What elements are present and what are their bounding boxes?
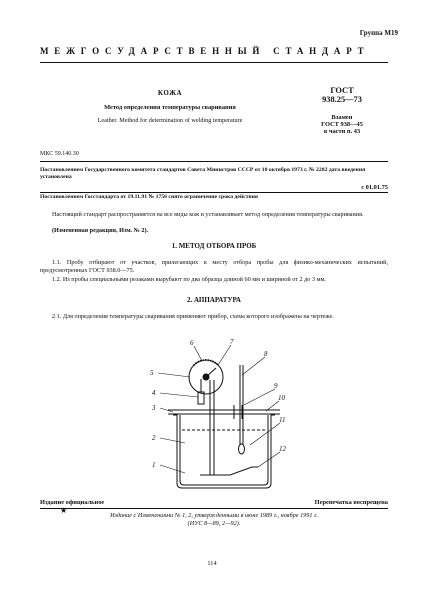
section-1-heading: 1. МЕТОД ОТБОРА ПРОБ — [171, 242, 257, 250]
official-edition: Издание официальное — [40, 499, 105, 506]
gost-label: ГОСТ — [330, 86, 354, 95]
label-1: 1 — [152, 461, 156, 469]
section-2-heading: 2. АППАРАТУРА — [187, 296, 241, 304]
decree-introduction: Постановлением Государственного комитета стандартов Совета Министров СССР от 10 октября 1973 г. № 2282 дата введения установлена — [40, 167, 366, 180]
label-4: 4 — [152, 389, 156, 397]
apparatus-diagram — [140, 335, 300, 490]
banner-rule — [40, 62, 388, 63]
label-3: 3 — [152, 404, 156, 412]
label-7: 7 — [230, 338, 234, 346]
label-10: 10 — [278, 394, 285, 402]
label-8: 8 — [264, 350, 268, 358]
footer-rule — [40, 508, 388, 509]
decree-limitation: Постановлением Госстандарта от 19.11.91 № 1756 снято ограничение срока действия — [40, 194, 258, 200]
section-2-paragraph-1: 2.1. Для определения температуры сваривания применяют прибор, схема которого изображена на чертеже. — [52, 313, 334, 320]
label-12: 12 — [279, 445, 286, 453]
decree-rule — [40, 192, 388, 193]
heater-coil — [200, 467, 258, 475]
label-6: 6 — [190, 339, 194, 347]
leader-lines — [158, 345, 280, 473]
section-1-paragraph-1: 1.1. Пробу отбирают от участков, прилегающих к месту отбора пробы для физико-механических испытаний, предусмотренных ГОСТ 938.0—75. — [40, 259, 388, 274]
replaced-standard: ГОСТ 938—45 — [321, 121, 363, 128]
group-code: Группа М19 — [359, 29, 398, 37]
amendment-note — [40, 512, 388, 528]
reprint-prohibited: Перепечатка воспрещена — [314, 499, 388, 506]
effective-date: с 01.01.75 — [361, 184, 388, 191]
mks-code: МКС 59.140.30 — [40, 151, 79, 157]
gost-block — [299, 86, 385, 135]
amendment-line-1: Издание с Изменениями № 1, 2, утвержденными в июне 1989 г., ноябре 1991 г. — [110, 512, 318, 519]
amendment-line-2: (ИУС 8—89, 2—92). — [187, 520, 241, 527]
title-block — [40, 89, 300, 124]
label-2: 2 — [152, 434, 156, 442]
label-5: 5 — [150, 369, 154, 377]
star-icon: ★ — [60, 506, 68, 515]
intro-paragraph: Настоящий стандарт распространяется на все виды кож и устанавливает метод определения температуры сваривания. — [52, 211, 364, 218]
mks-rule — [40, 161, 388, 162]
replaced-part: в части п. 43 — [323, 128, 361, 135]
document-title-english: Leather. Method for determination of welding temperature — [97, 117, 243, 124]
lid-bar — [168, 405, 280, 419]
standard-banner: МЕЖГОСУДАРСТВЕННЫЙ СТАНДАРТ — [40, 46, 370, 56]
page-number: 114 — [207, 560, 217, 567]
vessel — [173, 415, 275, 488]
label-11: 11 — [279, 416, 286, 424]
intro-amendment-note: (Измененная редакция, Изм. № 2). — [52, 227, 149, 234]
label-9: 9 — [274, 382, 278, 390]
gost-number: 938.25—73 — [322, 95, 362, 104]
section-1-paragraph-2: 1.2. Из пробы специальными резаками вырубают по два образца длиной 60 мм и шириной от 2 до 3 мм. — [52, 276, 326, 283]
replaced-label: Взамен — [331, 114, 353, 121]
document-subtitle: Метод определения температуры сваривания — [104, 104, 236, 111]
document-title: КОЖА — [157, 89, 183, 97]
pulley-dial — [189, 360, 223, 394]
